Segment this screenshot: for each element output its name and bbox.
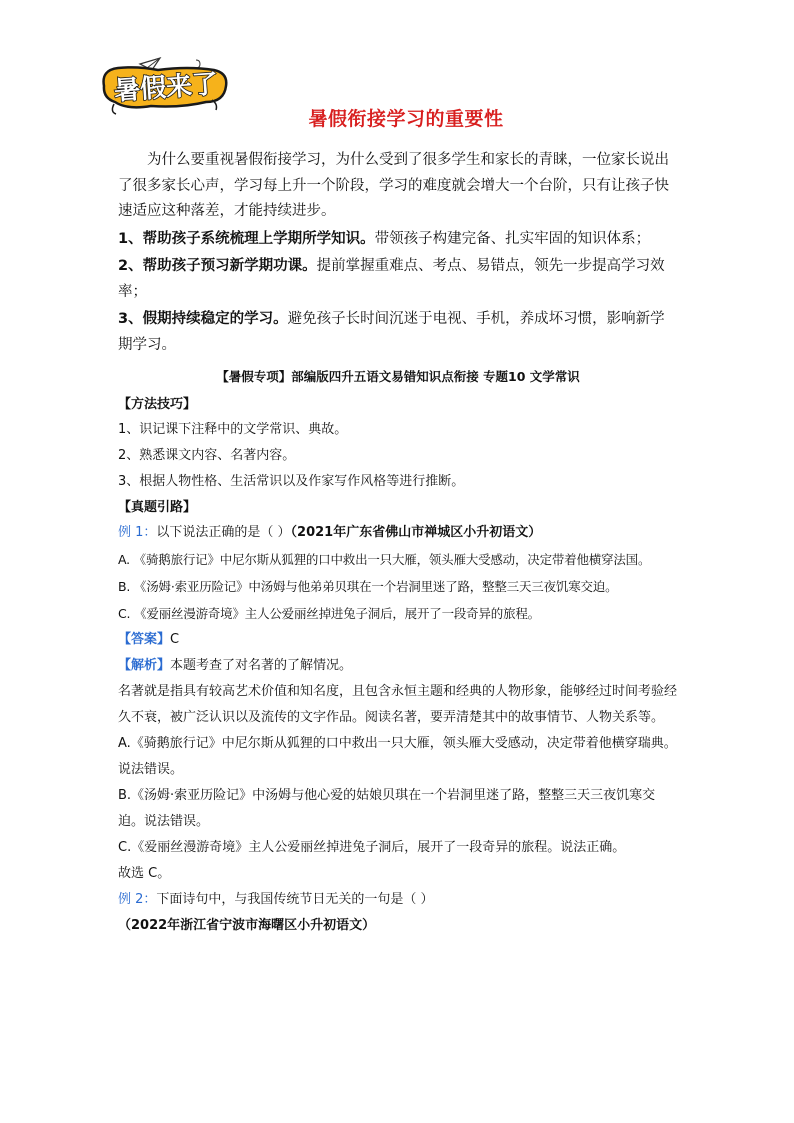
answer-value: C [170,632,180,647]
point-text: 带领孩子构建完备、扎实牢固的知识体系； [374,230,651,247]
example-stem: 以下说法正确的是（ ） [156,525,291,540]
point-text: 避免孩子长时间沉迷于电视、手机，养成坏习惯，影响新学期学习。 [118,311,665,353]
option-b: B. 《汤姆·索亚历险记》中汤姆与他弟弟贝琪在一个岩洞里迷了路，整整三天三夜饥寒交迫。 [118,579,618,594]
analysis-tag: 【解析】 [118,658,171,673]
page-title: 暑假衔接学习的重要性 [308,108,504,130]
example-stem: 下面诗句中，与我国传统节日无关的一句是（ ） [156,892,434,907]
answer-line [118,627,678,653]
example-source: （2021年广东省佛山市禅城区小升初语文） [290,525,542,540]
example-label: 例 1： [118,525,157,540]
topic-subtitle: 【暑假专项】部编版四升五语文易错知识点衔接 专题10 文学常识 [216,369,580,384]
point-text: 提前掌握重难点、考点、易错点，领先一步提高学习效率； [118,258,665,300]
example-1-question [118,520,678,546]
answer-tag: 【答案】 [118,632,171,647]
method-heading: 【方法技巧】 [118,397,197,412]
analysis-first: 本题考查了对名著的了解情况。 [170,658,353,673]
method-item: 3、根据人物性格、生活常识以及作家写作风格等进行推断。 [118,474,465,489]
example-2-question [118,887,678,939]
point-item [118,307,678,358]
point-bold: 2、帮助孩子预习新学期功课。 [118,258,317,274]
analysis-paragraph: B.《汤姆·索亚历险记》中汤姆与他心爱的姑娘贝琪在一个岩洞里迷了路，整整三天三夜饥寒交迫。说法错误。 [118,788,656,829]
main-content [118,148,678,939]
method-item: 2、熟悉课文内容、名著内容。 [118,448,296,463]
analysis-paragraph: 故选 C。 [118,866,171,881]
point-bold: 1、帮助孩子系统梳理上学期所学知识。 [118,230,375,247]
point-item [118,227,678,253]
guide-heading: 【真题引路】 [118,500,197,515]
point-item [118,254,678,305]
option-a: A. 《骑鹅旅行记》中尼尔斯从狐狸的口中救出一只大雁，领头雁大受感动，决定带着他横穿法国。 [118,552,651,567]
example-source: （2022年浙江省宁波市海曙区小升初语文） [118,918,376,933]
method-item: 1、识记课下注释中的文学常识、典故。 [118,422,348,437]
svg-text:暑假来了: 暑假来了 [113,69,220,107]
point-bold: 3、假期持续稳定的学习。 [118,311,288,327]
option-c: C. 《爱丽丝漫游奇境》主人公爱丽丝掉进兔子洞后，展开了一段奇异的旅程。 [118,606,540,621]
analysis-line [118,653,678,679]
intro-paragraph: 为什么要重视暑假衔接学习，为什么受到了很多学生和家长的青睐，一位家长说出了很多家长心声，学习每上升一个阶段，学习的难度就会增大一个台阶，只有让孩子快速适应这种落差，才能持续进步。 [118,152,669,219]
analysis-paragraph: A.《骑鹅旅行记》中尼尔斯从狐狸的口中救出一只大雁，领头雁大受感动，决定带着他横穿瑞典。说法错误。 [118,736,677,777]
analysis-paragraph: 名著就是指具有较高艺术价值和知名度，且包含永恒主题和经典的人物形象，能够经过时间考验经久不衰，被广泛认识以及流传的文字作品。阅读名著，要弄清楚其中的故事情节、人物关系等。 [118,684,678,725]
example-label: 例 2： [118,892,157,907]
analysis-paragraph: C.《爱丽丝漫游奇境》主人公爱丽丝掉进兔子洞后，展开了一段奇异的旅程。说法正确。 [118,840,626,855]
